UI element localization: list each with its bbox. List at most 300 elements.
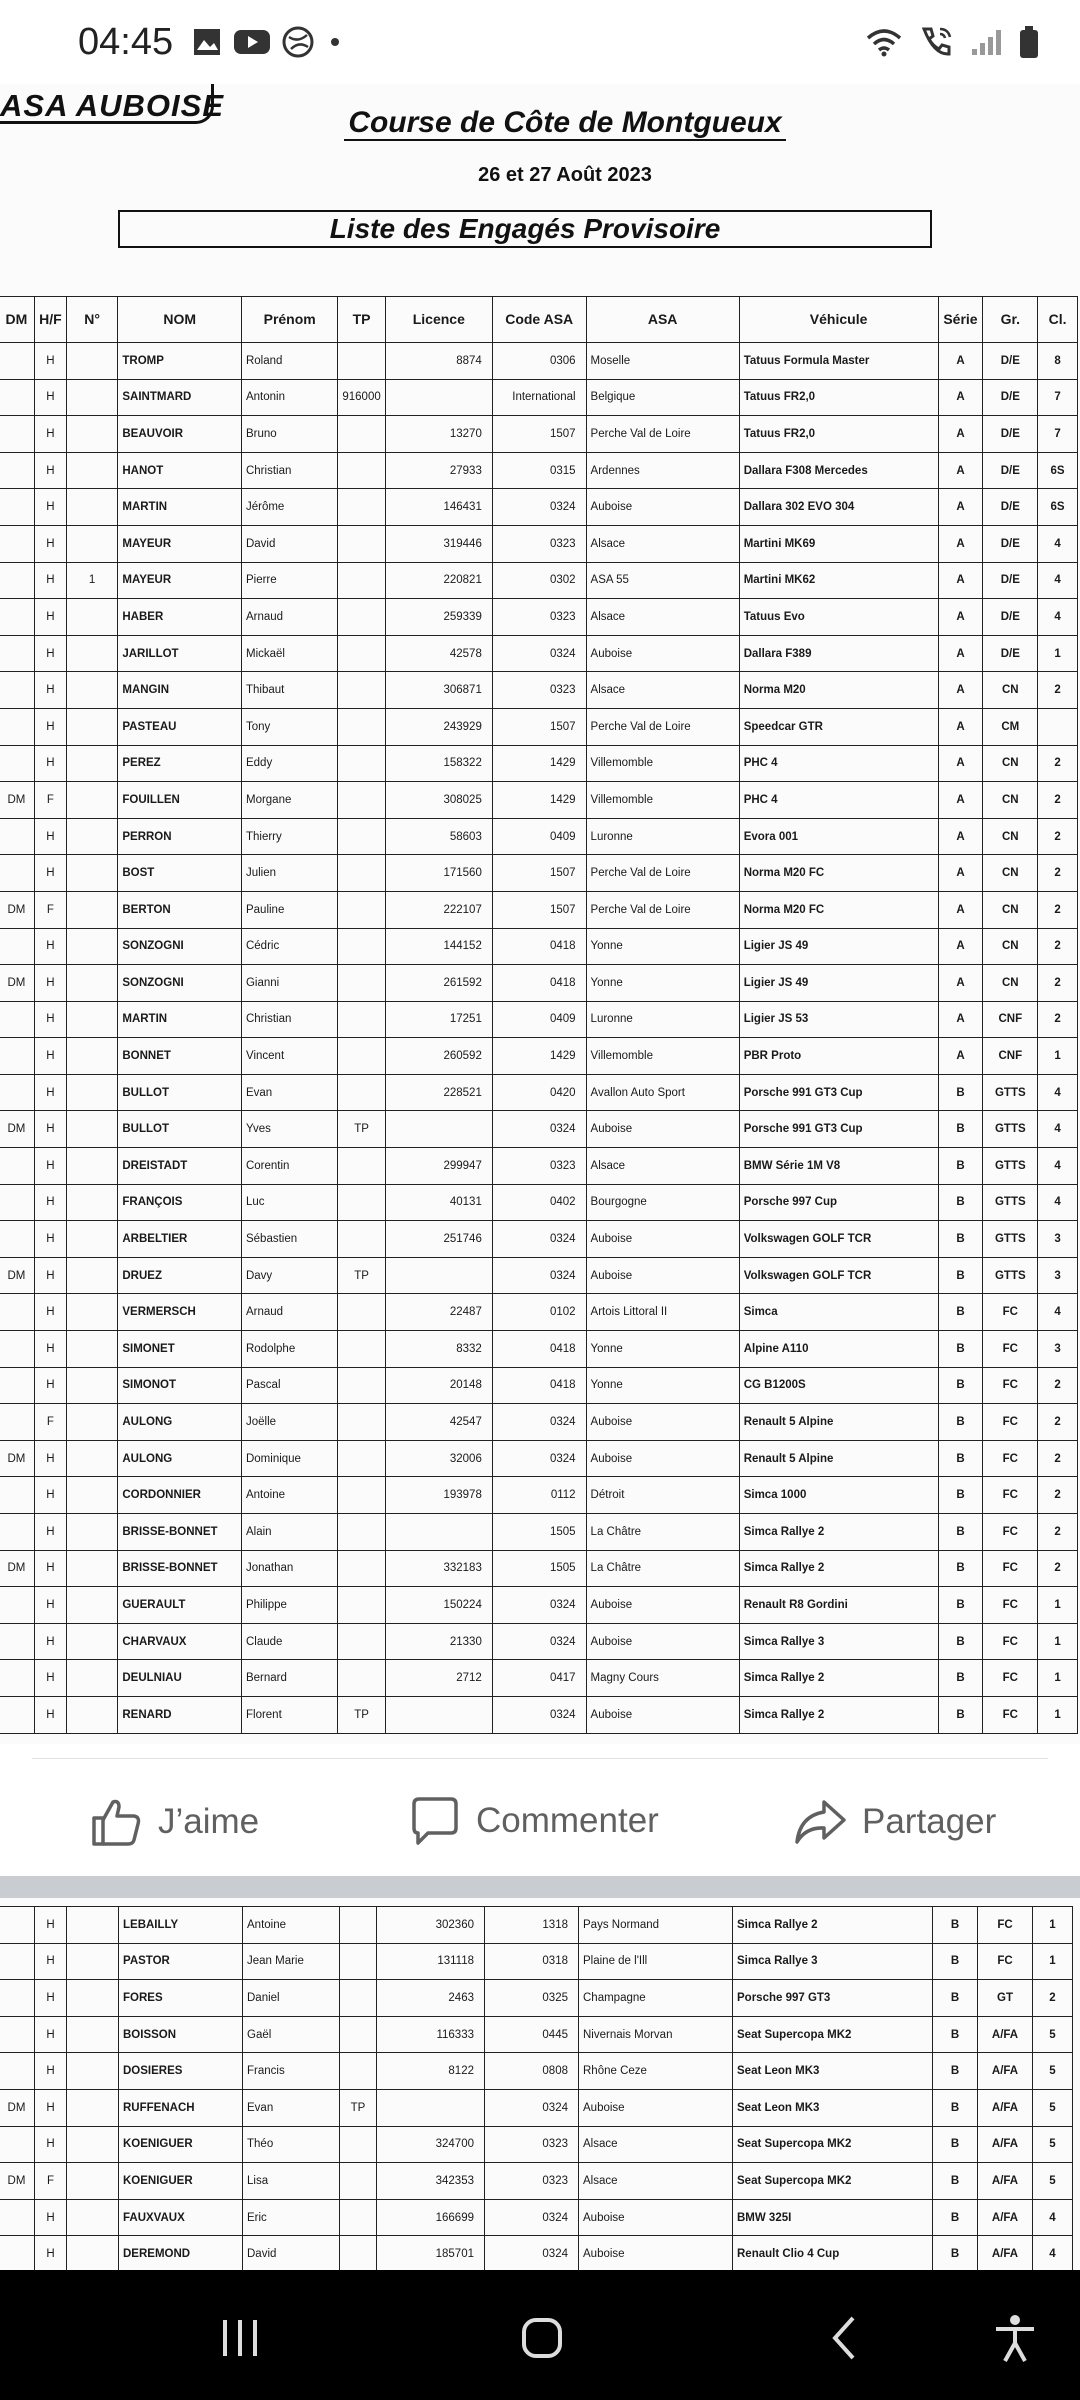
table-row: [0, 1074, 1078, 1111]
cell-prenom: Sébastien: [241, 1221, 337, 1258]
cell-licence: 193978: [385, 1477, 492, 1514]
cell-num: [67, 2089, 119, 2126]
back-icon: [825, 2314, 865, 2362]
cell-tp: [340, 1980, 377, 2017]
cell-prenom: Vincent: [241, 1038, 337, 1075]
cell-licence: 13270: [385, 416, 492, 453]
cell-dm: [0, 562, 34, 599]
cell-code-asa: 1507: [492, 855, 586, 892]
cell-asa: Alsace: [586, 672, 739, 709]
cell-tp: [338, 489, 385, 526]
cell-dm: DM: [0, 891, 34, 928]
cell-classe: 3: [1038, 1257, 1078, 1294]
cell-hf: H: [34, 599, 66, 636]
cell-asa: Perche Val de Loire: [586, 855, 739, 892]
cell-prenom: Davy: [241, 1257, 337, 1294]
table-row: [0, 635, 1078, 672]
cell-serie: B: [938, 1331, 983, 1368]
cell-hf: H: [35, 1980, 67, 2017]
thumbs-up-icon: [88, 1794, 144, 1850]
cell-prenom: Eric: [243, 2199, 340, 2236]
cell-hf: H: [34, 343, 66, 380]
cell-tp: [340, 1907, 377, 1944]
cell-licence: 171560: [385, 855, 492, 892]
table-row: [0, 1294, 1078, 1331]
cell-serie: A: [938, 708, 983, 745]
cell-dm: [0, 745, 34, 782]
cell-asa: Luronne: [586, 818, 739, 855]
cell-tp: [340, 2236, 377, 2270]
cell-tp: [338, 1514, 385, 1551]
cell-serie: A: [938, 562, 983, 599]
cell-hf: H: [34, 1221, 66, 1258]
cell-groupe: GTTS: [983, 1111, 1038, 1148]
cell-nom: SONZOGNI: [118, 965, 242, 1002]
cell-asa: Yonne: [586, 928, 739, 965]
cell-nom: AULONG: [118, 1440, 242, 1477]
cell-code-asa: 0324: [485, 2199, 579, 2236]
cell-code-asa: 1505: [492, 1550, 586, 1587]
cell-code-asa: 0418: [492, 1331, 586, 1368]
cell-asa: Champagne: [579, 1980, 733, 2017]
cell-dm: DM: [0, 1111, 34, 1148]
cell-serie: A: [938, 416, 983, 453]
cell-vehicule: Renault 5 Alpine: [739, 1404, 938, 1441]
cell-licence: 185701: [377, 2236, 485, 2270]
cell-classe: 2: [1038, 782, 1078, 819]
cell-tp: 916000: [338, 379, 385, 416]
recent-apps-button[interactable]: [200, 2298, 280, 2378]
share-button[interactable]: [792, 1794, 996, 1850]
cell-classe: 5: [1033, 2126, 1073, 2163]
cell-hf: H: [34, 1331, 66, 1368]
cell-classe: 8: [1038, 343, 1078, 380]
cell-asa: Avallon Auto Sport: [586, 1074, 739, 1111]
table-row: [0, 1477, 1078, 1514]
cell-prenom: Rodolphe: [241, 1331, 337, 1368]
cell-asa: Plaine de l'Ill: [579, 1943, 733, 1980]
cell-dm: [0, 379, 34, 416]
like-label: J’aime: [158, 1802, 260, 1841]
cell-hf: H: [34, 1440, 66, 1477]
cell-classe: 2: [1038, 672, 1078, 709]
cell-serie: B: [938, 1221, 983, 1258]
cell-nom: BEAUVOIR: [118, 416, 242, 453]
cell-dm: DM: [0, 2163, 35, 2200]
cell-asa: Auboise: [586, 1696, 739, 1733]
cell-classe: 2: [1038, 745, 1078, 782]
cell-classe: 5: [1033, 2089, 1073, 2126]
cell-num: [66, 1221, 117, 1258]
cell-groupe: CN: [983, 745, 1038, 782]
cell-code-asa: 0324: [492, 1696, 586, 1733]
cell-prenom: Evan: [241, 1074, 337, 1111]
cell-vehicule: Evora 001: [739, 818, 938, 855]
cell-nom: SONZOGNI: [118, 928, 242, 965]
cell-asa: Villemomble: [586, 782, 739, 819]
cell-classe: 4: [1033, 2199, 1073, 2236]
entries-table: [0, 296, 1078, 1734]
cell-nom: HABER: [118, 599, 242, 636]
table-row: [0, 1367, 1078, 1404]
cell-prenom: Gianni: [241, 965, 337, 1002]
cell-code-asa: 1507: [492, 708, 586, 745]
cell-prenom: Jean Marie: [243, 1943, 340, 1980]
cell-serie: A: [938, 745, 983, 782]
header-asa: ASA: [586, 297, 739, 343]
cell-prenom: Pauline: [241, 891, 337, 928]
back-button[interactable]: [805, 2298, 885, 2378]
cell-tp: [338, 965, 385, 1002]
cell-nom: PASTEAU: [118, 708, 242, 745]
table-row: [0, 1111, 1078, 1148]
cell-prenom: Yves: [241, 1111, 337, 1148]
cell-licence: 220821: [385, 562, 492, 599]
cell-code-asa: 0418: [492, 965, 586, 1002]
cell-vehicule: Tatuus FR2,0: [739, 416, 938, 453]
cell-nom: BRISSE-BONNET: [118, 1550, 242, 1587]
cell-licence: 40131: [385, 1184, 492, 1221]
cell-licence: 131118: [377, 1943, 485, 1980]
cell-groupe: D/E: [983, 635, 1038, 672]
cell-groupe: D/E: [983, 416, 1038, 453]
cell-tp: [338, 416, 385, 453]
cell-tp: TP: [340, 2089, 377, 2126]
cell-dm: [0, 1148, 34, 1185]
cell-vehicule: PBR Proto: [739, 1038, 938, 1075]
cell-groupe: FC: [983, 1404, 1038, 1441]
battery-icon: [1018, 25, 1040, 59]
cell-nom: PEREZ: [118, 745, 242, 782]
cell-dm: [0, 2236, 35, 2270]
cell-serie: A: [938, 782, 983, 819]
table-row: [0, 965, 1078, 1002]
cell-asa: Yonne: [586, 1331, 739, 1368]
cell-code-asa: 0318: [485, 1943, 579, 1980]
cell-vehicule: Dallara F389: [739, 635, 938, 672]
cell-num: [66, 379, 117, 416]
cell-nom: DEULNIAU: [118, 1660, 242, 1697]
accessibility-button[interactable]: [975, 2298, 1055, 2378]
cell-groupe: D/E: [983, 489, 1038, 526]
cell-asa: Luronne: [586, 1001, 739, 1038]
cell-nom: GUERAULT: [118, 1587, 242, 1624]
cell-asa: Auboise: [586, 635, 739, 672]
cell-num: [66, 1696, 117, 1733]
cell-prenom: Lisa: [243, 2163, 340, 2200]
cell-serie: B: [938, 1587, 983, 1624]
cell-licence: 146431: [385, 489, 492, 526]
table-row: [0, 416, 1078, 453]
share-icon: [792, 1794, 848, 1850]
cell-groupe: D/E: [983, 599, 1038, 636]
table-row: [0, 928, 1078, 965]
cell-hf: H: [34, 745, 66, 782]
cell-licence: 2463: [377, 1980, 485, 2017]
table-row: [0, 818, 1078, 855]
cell-asa: Auboise: [579, 2236, 733, 2270]
cell-licence: 150224: [385, 1587, 492, 1624]
cell-vehicule: Norma M20: [739, 672, 938, 709]
cell-nom: BOISSON: [119, 2016, 243, 2053]
cell-vehicule: Simca Rallye 2: [739, 1550, 938, 1587]
cell-tp: [338, 562, 385, 599]
cell-classe: 2: [1038, 1514, 1078, 1551]
cell-groupe: A/FA: [978, 2053, 1033, 2090]
cell-groupe: CN: [983, 928, 1038, 965]
cell-licence: 8874: [385, 343, 492, 380]
cell-groupe: D/E: [983, 525, 1038, 562]
cell-prenom: Christian: [241, 452, 337, 489]
cell-num: [66, 1184, 117, 1221]
cell-dm: [0, 1587, 34, 1624]
cell-num: [66, 1550, 117, 1587]
table-row: [0, 1623, 1078, 1660]
cell-code-asa: 0323: [492, 1148, 586, 1185]
cell-prenom: Antoine: [241, 1477, 337, 1514]
cell-classe: 2: [1038, 818, 1078, 855]
cell-prenom: Cédric: [241, 928, 337, 965]
cell-serie: B: [938, 1404, 983, 1441]
cell-code-asa: 1429: [492, 1038, 586, 1075]
cell-prenom: Eddy: [241, 745, 337, 782]
cell-tp: [338, 1440, 385, 1477]
cell-code-asa: 0445: [485, 2016, 579, 2053]
cell-hf: H: [35, 2016, 67, 2053]
cell-hf: H: [34, 1294, 66, 1331]
cell-code-asa: 0324: [492, 635, 586, 672]
cell-classe: 1: [1038, 1587, 1078, 1624]
cell-code-asa: 0409: [492, 1001, 586, 1038]
cell-prenom: Jérôme: [241, 489, 337, 526]
cell-code-asa: 0417: [492, 1660, 586, 1697]
cell-serie: A: [938, 525, 983, 562]
cell-licence: 32006: [385, 1440, 492, 1477]
cell-dm: [0, 1221, 34, 1258]
cell-hf: H: [34, 1696, 66, 1733]
cell-classe: 4: [1038, 1111, 1078, 1148]
cell-hf: H: [34, 1111, 66, 1148]
cell-vehicule: Norma M20 FC: [739, 891, 938, 928]
cell-serie: B: [938, 1477, 983, 1514]
cell-hf: H: [34, 489, 66, 526]
cell-dm: [0, 1980, 35, 2017]
cell-hf: H: [35, 1907, 67, 1944]
cell-serie: A: [938, 1038, 983, 1075]
cell-dm: [0, 672, 34, 709]
cell-asa: Auboise: [586, 489, 739, 526]
cell-serie: B: [938, 1660, 983, 1697]
cell-code-asa: 0418: [492, 928, 586, 965]
cell-licence: 228521: [385, 1074, 492, 1111]
cell-licence: 158322: [385, 745, 492, 782]
cell-tp: [340, 1943, 377, 1980]
cell-groupe: A/FA: [978, 2163, 1033, 2200]
cell-asa: Perche Val de Loire: [586, 708, 739, 745]
cell-prenom: Luc: [241, 1184, 337, 1221]
cell-prenom: Roland: [241, 343, 337, 380]
cell-dm: [0, 599, 34, 636]
cell-num: [66, 1404, 117, 1441]
cell-groupe: CN: [983, 855, 1038, 892]
cell-classe: 5: [1033, 2016, 1073, 2053]
cell-dm: [0, 1623, 34, 1660]
cell-nom: MANGIN: [118, 672, 242, 709]
cell-prenom: Théo: [243, 2126, 340, 2163]
cell-tp: [338, 1184, 385, 1221]
table-row: [0, 708, 1078, 745]
cell-asa: Yonne: [586, 965, 739, 1002]
cell-code-asa: 0324: [492, 1221, 586, 1258]
cell-vehicule: Renault Clio 4 Cup: [733, 2236, 933, 2270]
table-row: [0, 525, 1078, 562]
cell-code-asa: 0323: [492, 672, 586, 709]
cell-prenom: Thierry: [241, 818, 337, 855]
cell-groupe: FC: [983, 1587, 1038, 1624]
cell-prenom: David: [241, 525, 337, 562]
cell-serie: B: [933, 2016, 978, 2053]
cell-asa: Magny Cours: [586, 1660, 739, 1697]
cell-serie: A: [938, 599, 983, 636]
cell-hf: H: [34, 672, 66, 709]
cell-asa: Belgique: [586, 379, 739, 416]
cell-dm: DM: [0, 1550, 34, 1587]
cell-serie: A: [938, 452, 983, 489]
cell-classe: 1: [1038, 1623, 1078, 1660]
cell-prenom: Daniel: [243, 1980, 340, 2017]
cell-vehicule: Tatuus Formula Master: [739, 343, 938, 380]
cell-serie: A: [938, 818, 983, 855]
cell-classe: 2: [1038, 891, 1078, 928]
cell-prenom: Gaël: [243, 2016, 340, 2053]
cell-groupe: D/E: [983, 562, 1038, 599]
cell-groupe: CN: [983, 965, 1038, 1002]
table-row: [0, 379, 1078, 416]
cell-asa: Nivernais Morvan: [579, 2016, 733, 2053]
cell-serie: A: [938, 343, 983, 380]
cell-nom: BULLOT: [118, 1074, 242, 1111]
cell-vehicule: Renault 5 Alpine: [739, 1440, 938, 1477]
cell-licence: 27933: [385, 452, 492, 489]
cell-licence: 8332: [385, 1331, 492, 1368]
list-title: Liste des Engagés Provisoire: [118, 210, 932, 248]
cell-prenom: Mickaël: [241, 635, 337, 672]
cell-prenom: Morgane: [241, 782, 337, 819]
cell-vehicule: Seat Leon MK3: [733, 2053, 933, 2090]
cell-num: [66, 1111, 117, 1148]
cell-hf: F: [35, 2163, 67, 2200]
document-image-2[interactable]: [0, 1898, 1080, 2270]
cell-groupe: FC: [983, 1696, 1038, 1733]
cell-tp: [338, 818, 385, 855]
cell-code-asa: 0324: [492, 1111, 586, 1148]
cell-classe: 5: [1033, 2053, 1073, 2090]
cell-num: [66, 1294, 117, 1331]
cell-hf: H: [34, 525, 66, 562]
cell-groupe: CNF: [983, 1038, 1038, 1075]
cell-vehicule: BMW 325I: [733, 2199, 933, 2236]
comment-button[interactable]: [408, 1794, 659, 1848]
cell-dm: [0, 1907, 35, 1944]
cell-nom: BULLOT: [118, 1111, 242, 1148]
cell-prenom: Dominique: [241, 1440, 337, 1477]
cell-classe: 2: [1038, 928, 1078, 965]
cell-licence: [385, 379, 492, 416]
cell-tp: [338, 1367, 385, 1404]
cell-nom: FOUILLEN: [118, 782, 242, 819]
cell-serie: A: [938, 928, 983, 965]
cell-nom: SIMONET: [118, 1331, 242, 1368]
cell-serie: B: [938, 1111, 983, 1148]
cell-licence: 251746: [385, 1221, 492, 1258]
cell-vehicule: Ligier JS 49: [739, 965, 938, 1002]
cell-hf: H: [34, 1257, 66, 1294]
like-button[interactable]: [88, 1794, 259, 1850]
cell-hf: H: [34, 1514, 66, 1551]
cell-classe: 2: [1038, 1367, 1078, 1404]
cell-code-asa: 0324: [492, 489, 586, 526]
cell-hf: F: [34, 891, 66, 928]
cell-licence: 222107: [385, 891, 492, 928]
cell-serie: B: [938, 1440, 983, 1477]
cell-nom: MAYEUR: [118, 562, 242, 599]
cell-tp: [338, 928, 385, 965]
cell-groupe: FC: [978, 1907, 1033, 1944]
cell-tp: [340, 2016, 377, 2053]
cell-groupe: FC: [983, 1623, 1038, 1660]
document-image[interactable]: [0, 84, 1080, 1744]
cell-classe: 4: [1038, 599, 1078, 636]
cell-dm: [0, 525, 34, 562]
table-row: [0, 1404, 1078, 1441]
cell-vehicule: Martini MK69: [739, 525, 938, 562]
home-button[interactable]: [502, 2298, 582, 2378]
cell-num: [67, 2016, 119, 2053]
cell-hf: H: [34, 928, 66, 965]
cell-classe: 2: [1038, 1477, 1078, 1514]
cell-licence: 21330: [385, 1623, 492, 1660]
cell-serie: A: [938, 672, 983, 709]
cell-asa: Auboise: [586, 1111, 739, 1148]
cell-groupe: CN: [983, 672, 1038, 709]
cell-groupe: CM: [983, 708, 1038, 745]
cell-nom: RENARD: [118, 1696, 242, 1733]
cell-asa: Alsace: [579, 2163, 733, 2200]
cell-hf: H: [35, 2236, 67, 2270]
cell-asa: Auboise: [586, 1440, 739, 1477]
cell-tp: [338, 672, 385, 709]
cell-code-asa: 0325: [485, 1980, 579, 2017]
cell-licence: 306871: [385, 672, 492, 709]
cell-serie: A: [938, 1001, 983, 1038]
cell-dm: [0, 489, 34, 526]
post-action-bar: [0, 1744, 1080, 1876]
cell-prenom: Arnaud: [241, 1294, 337, 1331]
cell-vehicule: Simca Rallye 2: [739, 1660, 938, 1697]
cell-classe: 6S: [1038, 489, 1078, 526]
cell-prenom: Jonathan: [241, 1550, 337, 1587]
cell-num: 1: [66, 562, 117, 599]
cell-vehicule: Porsche 991 GT3 Cup: [739, 1074, 938, 1111]
cell-vehicule: Speedcar GTR: [739, 708, 938, 745]
cell-dm: [0, 1404, 34, 1441]
header-licence: Licence: [385, 297, 492, 343]
cell-asa: Villemomble: [586, 745, 739, 782]
cell-hf: H: [34, 1623, 66, 1660]
cell-groupe: A/FA: [978, 2126, 1033, 2163]
document-date: 26 et 27 Août 2023: [478, 164, 652, 186]
cell-vehicule: Dallara F308 Mercedes: [739, 452, 938, 489]
